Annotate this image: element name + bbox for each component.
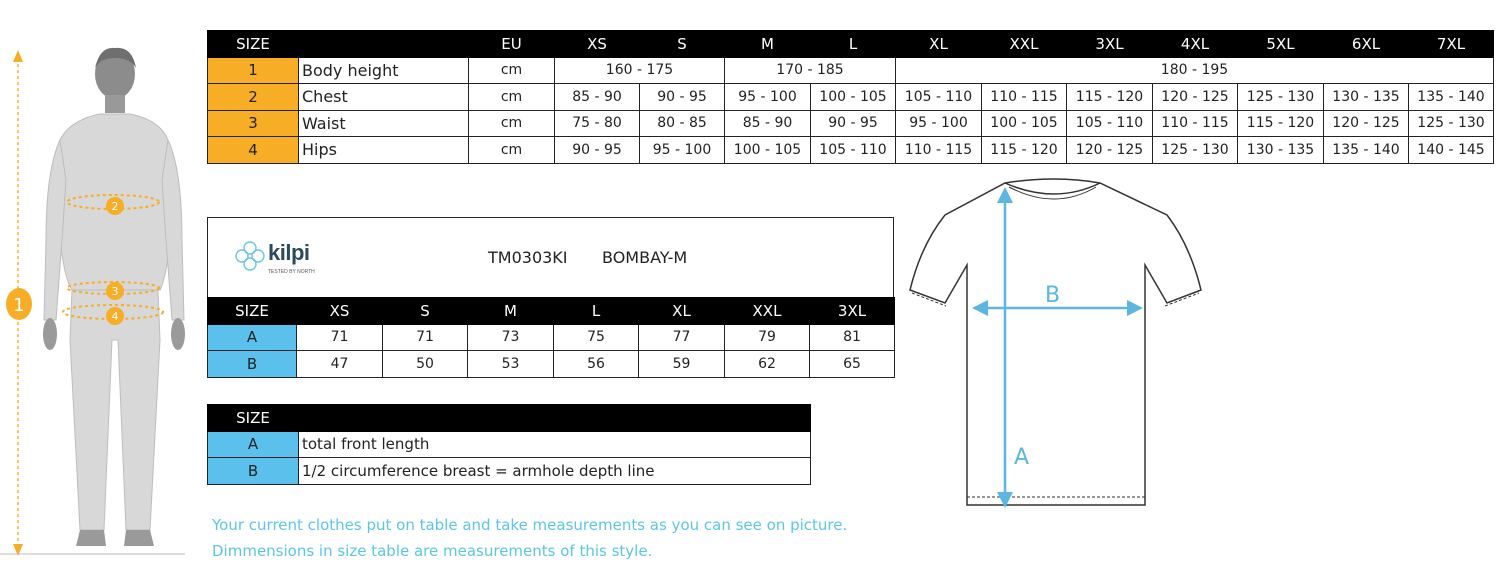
table-cell: 105 - 110 — [811, 137, 896, 164]
waist-badge — [104, 280, 126, 302]
row-number: 1 — [208, 57, 299, 84]
header-cell: SIZE — [208, 298, 297, 325]
table-cell: 130 - 135 — [1324, 84, 1409, 111]
table-cell: 110 - 115 — [896, 137, 982, 164]
row-number: 4 — [208, 137, 299, 164]
header-cell: SIZE — [208, 405, 299, 432]
row-description: total front length — [299, 431, 811, 458]
table-cell: 115 - 120 — [1238, 110, 1324, 137]
row-key: A — [208, 324, 297, 351]
table-cell: 81 — [810, 324, 895, 351]
table-cell: 110 - 115 — [982, 84, 1067, 111]
table-cell: 95 - 100 — [725, 84, 811, 111]
legend-header — [208, 405, 811, 432]
table-cell: 59 — [639, 351, 725, 378]
height-badge-label: 1 — [13, 295, 25, 316]
header-cell: XL — [896, 31, 982, 58]
row-label: Body height — [299, 57, 469, 84]
header-cell: XS — [297, 298, 383, 325]
header-cell: M — [468, 298, 554, 325]
product-header — [207, 217, 894, 298]
table-cell: 62 — [725, 351, 810, 378]
table-cell: 100 - 105 — [811, 84, 896, 111]
table-cell: 90 - 95 — [811, 110, 896, 137]
table-cell: 135 - 140 — [1409, 84, 1494, 111]
hips-badge-label: 4 — [111, 310, 119, 323]
table-cell: 90 - 95 — [555, 137, 640, 164]
header-cell: XS — [555, 31, 640, 58]
table-cell: 115 - 120 — [1067, 84, 1153, 111]
table-cell: 71 — [383, 324, 468, 351]
kilpi-logo-icon — [232, 238, 268, 274]
table-cell: 53 — [468, 351, 554, 378]
hips-badge — [104, 305, 126, 327]
table-cell: 80 - 85 — [640, 110, 725, 137]
chest-badge-label: 2 — [111, 200, 119, 213]
table-row — [208, 57, 1494, 84]
table-cell: 90 - 95 — [640, 84, 725, 111]
header-cell: S — [383, 298, 468, 325]
table-cell: 56 — [554, 351, 639, 378]
table-row — [208, 137, 1494, 164]
table-cell: 120 - 125 — [1153, 84, 1238, 111]
row-key: B — [208, 351, 297, 378]
instruction-note: Dimmensions in size table are measurements of this style. — [212, 542, 653, 560]
row-description: 1/2 circumference breast = armhole depth line — [299, 458, 811, 485]
header-cell: L — [811, 31, 896, 58]
row-unit: cm — [469, 57, 555, 84]
table-cell: 170 - 185 — [725, 57, 896, 84]
header-cell — [299, 405, 811, 432]
chest-badge — [104, 195, 126, 217]
header-cell: 5XL — [1238, 31, 1324, 58]
header-cell — [299, 31, 469, 58]
table-cell: 95 - 100 — [896, 110, 982, 137]
table-cell: 100 - 105 — [982, 110, 1067, 137]
table-cell: 125 - 130 — [1409, 110, 1494, 137]
row-unit: cm — [469, 137, 555, 164]
table-cell: 73 — [468, 324, 554, 351]
measurement-legend-table — [207, 404, 811, 485]
table-cell: 75 — [554, 324, 639, 351]
table-cell: 65 — [810, 351, 895, 378]
header-cell: 7XL — [1409, 31, 1494, 58]
row-key: B — [208, 458, 299, 485]
table-cell: 110 - 115 — [1153, 110, 1238, 137]
table-cell: 120 - 125 — [1324, 110, 1409, 137]
product-name: BOMBAY-M — [602, 248, 688, 267]
header-cell: 3XL — [810, 298, 895, 325]
product-code: TM0303KI — [488, 248, 568, 267]
waist-badge-label: 3 — [111, 285, 119, 298]
table-cell: 50 — [383, 351, 468, 378]
table-row — [208, 431, 811, 458]
garment-size-table — [207, 297, 895, 378]
row-unit: cm — [469, 110, 555, 137]
table-cell: 77 — [639, 324, 725, 351]
row-number: 3 — [208, 110, 299, 137]
row-label: Waist — [299, 110, 469, 137]
header-cell: EU — [469, 31, 555, 58]
table-cell: 125 - 130 — [1238, 84, 1324, 111]
row-key: A — [208, 431, 299, 458]
header-cell: XXL — [725, 298, 810, 325]
row-label: Chest — [299, 84, 469, 111]
header-cell: SIZE — [208, 31, 299, 58]
brand-tagline: TESTED BY NORTH — [268, 269, 315, 275]
table-cell: 71 — [297, 324, 383, 351]
table-row — [208, 324, 895, 351]
table-cell: 160 - 175 — [555, 57, 725, 84]
body-size-table — [207, 30, 1494, 164]
header-cell: 6XL — [1324, 31, 1409, 58]
table-cell: 140 - 145 — [1409, 137, 1494, 164]
row-unit: cm — [469, 84, 555, 111]
table-row — [208, 458, 811, 485]
table-cell: 105 - 110 — [896, 84, 982, 111]
header-cell: XXL — [982, 31, 1067, 58]
table-cell: 130 - 135 — [1238, 137, 1324, 164]
table-cell: 79 — [725, 324, 810, 351]
breast-measure-label: B — [1045, 283, 1061, 308]
table-row — [208, 351, 895, 378]
brand-name: kilpi — [268, 240, 310, 265]
table-row — [208, 110, 1494, 137]
table-cell: 135 - 140 — [1324, 137, 1409, 164]
header-cell: 4XL — [1153, 31, 1238, 58]
row-number: 2 — [208, 84, 299, 111]
height-badge — [4, 287, 34, 321]
table-cell: 180 - 195 — [896, 57, 1494, 84]
table-cell: 115 - 120 — [982, 137, 1067, 164]
table-cell: 85 - 90 — [725, 110, 811, 137]
header-cell: S — [640, 31, 725, 58]
table-cell: 120 - 125 — [1067, 137, 1153, 164]
table-cell: 105 - 110 — [1067, 110, 1153, 137]
header-cell: XL — [639, 298, 725, 325]
table-cell: 95 - 100 — [640, 137, 725, 164]
size-table-header — [208, 31, 1494, 58]
table-cell: 85 - 90 — [555, 84, 640, 111]
table-cell: 75 - 80 — [555, 110, 640, 137]
table-cell: 125 - 130 — [1153, 137, 1238, 164]
header-cell: 3XL — [1067, 31, 1153, 58]
table-row — [208, 84, 1494, 111]
instruction-note: Your current clothes put on table and take measurements as you can see on picture. — [212, 516, 848, 534]
table-cell: 47 — [297, 351, 383, 378]
row-label: Hips — [299, 137, 469, 164]
length-measure-label: A — [1014, 445, 1030, 470]
table-cell: 100 - 105 — [725, 137, 811, 164]
header-cell: M — [725, 31, 811, 58]
header-cell: L — [554, 298, 639, 325]
tshirt-diagram — [905, 175, 1205, 515]
garment-table-header — [208, 298, 895, 325]
